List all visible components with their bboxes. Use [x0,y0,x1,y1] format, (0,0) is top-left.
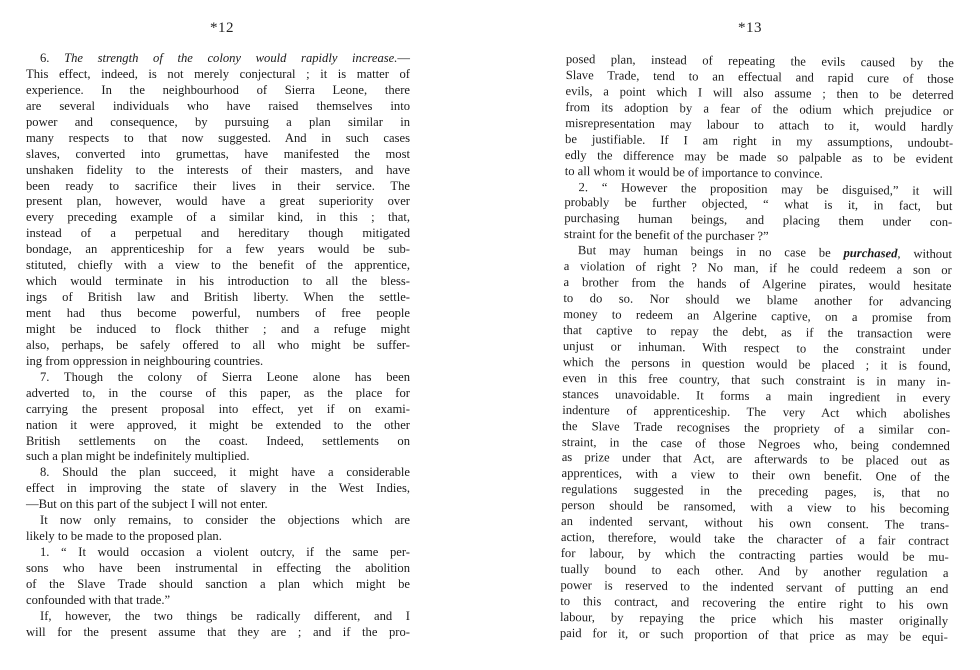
text-line: which the persons in question would be placed ; it is found, [562,354,951,373]
text-line: stances unavoidable. It forms a main ingredient in every [562,386,951,405]
text-line: instead of a perpetual and hereditary though mitigated [26,226,410,241]
text-line: experience. In the neighbourhood of Sierra Leone, there [26,82,410,97]
text-line: slaves, converted into grumettas, have manifested the most [26,146,410,161]
page-number-left: *12 [210,20,234,36]
text-line: are several individuals who have raised themselves into [26,98,410,113]
text-line: effect in improving the state of slavery in the West Indies, [26,481,410,496]
text-line: a violation of right ? No man, if he could redeem a son or [563,259,952,278]
text-line: 8. Should the plan succeed, it might have a considerable [40,465,410,480]
text-line: 7. Though the colony of Sierra Leone alone has been [40,369,410,384]
text-line: person should be ransomed, with a view to his becoming [561,498,950,517]
text-line: This effect, indeed, is not merely conjectural ; it is matter of [26,66,410,81]
text-line: 2. “ However the proposition may be disguised,” it will [578,179,953,198]
text-line: which would terminate in his introduction to all the bless- [26,274,410,289]
text-line: apprentices, with a view to their own benefit. One of the [561,466,950,485]
text-line: an indented servant, without his own consent. The trans- [561,514,950,533]
text-line: paid for it, or such proportion of that price as may be equi- [559,625,948,644]
text-line: probably be further objected, “ what is it, in fact, but [564,195,953,214]
text-line: to this contract, and recovering the entire right to his own [560,593,949,612]
text-line: stituted, chiefly with a view to the benefit of the apprentice, [26,258,410,273]
text-line: adverted to, in the course of this paper, as the place for [26,385,410,400]
text-line: likely to be made to the proposed plan. [26,529,222,544]
text-line: been ready to sacrifice their lives in their service. The [26,178,410,193]
text-line: misrepresentation may labour to attach to it, would hardly [565,115,954,134]
text-line: Slave Trade, tend to an effectual and rapid cure of those [565,67,954,86]
text-line: a brother from the hands of Algerine pirates, would hesitate [563,275,952,294]
text-line: power and consequence, by pursuing a plan similar in [26,114,410,129]
text-line: will for the present assume that they are ; and if the pro- [26,624,410,639]
text-line: power is reserved to the indented servant of putting an end [560,577,949,596]
text-line: straint, in the case of those Negroes who, being condemned [561,434,950,453]
text-line: It now only remains, to consider the objections which are [40,513,410,528]
text-line: If, however, the two things be radically different, and I [40,608,410,623]
text-line: confounded with that trade.” [26,592,171,607]
text-line: every preceding example of a similar kind, in this ; that, [26,210,410,225]
right-page [490,0,980,670]
text-line: the Slave Trade recognises the propriety of a similar con- [562,418,951,437]
text-line: posed plan, instead of repeating the evils caused by the [565,52,954,71]
text-line: ing from oppression in neighbouring countries. [26,353,264,368]
text-line: to do so. Nor should we blame another for advancing [563,291,952,310]
text-line: unjust or inhuman. With respect to the constraint under [562,338,951,357]
text-line: as prize under that Act, are afterwards to be placed out as [561,450,950,469]
page-number-right: *13 [738,20,762,36]
text-line: might be induced to flock thither ; and a refuge might [26,321,410,336]
right-page-text [560,52,954,646]
text-line: ings of British law and British liberty. When the settle- [26,290,410,305]
text-line: regulations suggested in the preceding pages, is, that no [561,482,950,501]
left-page-text [26,51,410,641]
text-line: edly the difference may be made so palpable as to be evident [564,147,953,166]
text-line: to all whom it would be of importance to convince. [564,163,823,181]
text-line: many respects to that now suggested. And in such cases [26,130,410,145]
text-line: labour, by repaying the price which his master originally [560,609,949,628]
text-line: money to redeem an Algerine captive, on a promise from [563,306,952,326]
text-line: present plan, however, would have a great superiority over [26,194,410,209]
text-line: tually bound to each other. And by another regulation a [560,561,949,581]
text-line: for labour, by which the contracting parties would be mu- [560,546,949,565]
text-line: British settlements on the coast. Indeed, settlements on [26,433,410,448]
text-line: evils, a point which I will also assume ; then to be deterred [565,83,954,102]
text-line: that captive to repay the debt, as if the transaction were [563,322,952,341]
text-line: ment had thus become powerful, numbers of free people [26,306,410,320]
text-line: carrying the present proposal into effect, yet if on exami- [26,401,410,416]
text-line: action, therefore, would take the character of a fair contract [560,530,949,549]
text-line: of the Slave Trade should sanction a plan which might be [26,576,410,591]
text-line: —But on this part of the subject I will not enter. [26,497,268,512]
text-line: 6. The strength of the colony would rapidly increase.— [40,51,411,65]
text-line: even in this free country, that such constraint is in many in- [562,370,951,389]
text-line: such a plan might be indefinitely multiplied. [26,449,250,464]
text-line: also, perhaps, be safely offered to all who might be suffer- [26,337,410,352]
text-line: unshaken fidelity to the interests of their masters, and have [26,162,410,177]
text-line: be justifiable. If I am right in my assumptions, undoubt- [565,131,954,150]
text-line: from its adoption by a fear of the odium which prejudice or [565,99,954,118]
text-line: nation it were approved, it might be extended to the other [26,417,410,432]
text-line: sons who have been instrumental in effecting the abolition [26,561,410,575]
text-line: purchasing human beings, and placing them under con- [564,211,953,230]
text-line: 1. “ It would occasion a violent outcry, if the same per- [40,545,410,560]
text-line: indenture of apprenticeship. The very Act which abolishes [562,402,951,421]
text-line: But may human beings in no case be purchased, without [577,243,952,262]
text-line: bondage, an apprenticeship for a few years would be sub- [26,242,410,257]
text-line: straint for the benefit of the purchaser ?” [564,227,769,244]
